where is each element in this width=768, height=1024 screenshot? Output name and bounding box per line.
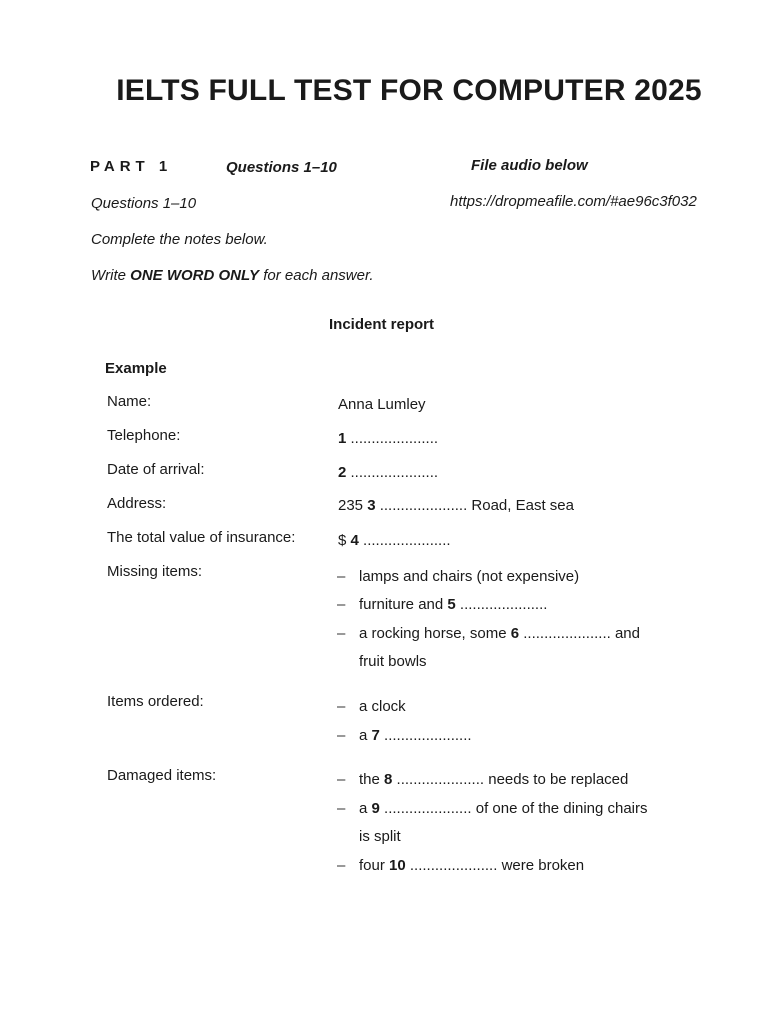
item-text: were broken xyxy=(497,857,585,874)
arrival-answer xyxy=(338,464,438,481)
answer-blank[interactable]: ..................... xyxy=(384,800,472,817)
item-text: of one of the dining chairs xyxy=(471,800,648,817)
bullet-dash: – xyxy=(337,568,346,585)
question-number: 8 xyxy=(384,771,393,788)
instruction-write-emphasis: ONE WORD ONLY xyxy=(130,267,260,284)
part-questions: Questions 1–10 xyxy=(226,159,337,176)
telephone-answer xyxy=(338,430,438,447)
damaged-item-1 xyxy=(359,771,628,788)
audio-label: File audio below xyxy=(471,157,588,174)
question-number: 6 xyxy=(510,625,520,642)
item-text: a xyxy=(359,727,372,744)
item-text: a xyxy=(359,800,372,817)
items-ordered-label: Items ordered: xyxy=(107,693,204,710)
instruction-write xyxy=(91,267,374,284)
missing-item-2 xyxy=(359,596,547,613)
address-answer xyxy=(338,497,574,514)
question-number: 4 xyxy=(350,532,359,549)
answer-blank[interactable]: ..................... xyxy=(363,532,451,549)
question-number: 5 xyxy=(447,596,456,613)
part-label: PART 1 xyxy=(90,158,173,175)
audio-link[interactable]: https://dropmeafile.com/#ae96c3f032 xyxy=(450,193,697,210)
question-number: 10 xyxy=(389,857,406,874)
page-title: IELTS FULL TEST FOR COMPUTER 2025 xyxy=(116,74,702,107)
damaged-item-3 xyxy=(359,857,584,874)
bullet-dash: – xyxy=(337,698,346,715)
answer-blank[interactable]: ..................... xyxy=(350,430,439,447)
damaged-item-2-continued: is split xyxy=(359,828,401,845)
question-number: 3 xyxy=(367,497,376,514)
damaged-items-label: Damaged items: xyxy=(107,767,217,784)
example-label: Example xyxy=(105,360,167,377)
item-text: furniture and xyxy=(359,596,448,613)
question-number: 1 xyxy=(338,430,347,447)
name-value: Anna Lumley xyxy=(338,396,426,413)
question-number: 7 xyxy=(371,727,380,744)
ordered-item-1: a clock xyxy=(359,698,406,715)
missing-item-3 xyxy=(359,625,640,642)
item-text: needs to be replaced xyxy=(484,771,629,788)
bullet-dash: – xyxy=(337,596,346,613)
missing-item-3-continued: fruit bowls xyxy=(359,653,427,670)
questions-range: Questions 1–10 xyxy=(91,195,197,212)
address-suffix: Road, East sea xyxy=(467,497,574,514)
name-label: Name: xyxy=(107,393,152,410)
answer-blank[interactable]: ..................... xyxy=(350,464,439,481)
bullet-dash: – xyxy=(337,771,346,788)
instruction-write-prefix: Write xyxy=(91,267,131,284)
ordered-item-2 xyxy=(359,727,472,744)
missing-item-1: lamps and chairs (not expensive) xyxy=(359,568,580,585)
address-prefix: 235 xyxy=(338,497,368,514)
answer-blank[interactable]: ..................... xyxy=(459,596,548,613)
instruction-complete: Complete the notes below. xyxy=(91,231,268,248)
report-title: Incident report xyxy=(329,316,435,333)
address-label: Address: xyxy=(107,495,167,512)
insurance-label: The total value of insurance: xyxy=(107,529,296,546)
bullet-dash: – xyxy=(337,800,346,817)
item-text: and xyxy=(610,625,640,642)
item-text: four xyxy=(359,857,390,874)
bullet-dash: – xyxy=(337,625,346,642)
question-number: 9 xyxy=(371,800,380,817)
insurance-answer xyxy=(338,532,451,549)
currency-prefix: $ xyxy=(338,532,351,549)
damaged-item-2 xyxy=(359,800,648,817)
answer-blank[interactable]: ..................... xyxy=(396,771,485,788)
answer-blank[interactable]: ..................... xyxy=(409,857,498,874)
answer-blank[interactable]: ..................... xyxy=(379,497,468,514)
bullet-dash: – xyxy=(337,727,346,744)
answer-blank[interactable]: ..................... xyxy=(523,625,611,642)
missing-items-label: Missing items: xyxy=(107,563,203,580)
answer-blank[interactable]: ..................... xyxy=(384,727,472,744)
telephone-label: Telephone: xyxy=(107,427,181,444)
item-text: a rocking horse, some xyxy=(359,625,511,642)
arrival-label: Date of arrival: xyxy=(107,461,205,478)
bullet-dash: – xyxy=(337,857,346,874)
item-text: the xyxy=(359,771,385,788)
question-number: 2 xyxy=(338,464,347,481)
instruction-write-suffix: for each answer. xyxy=(259,267,374,284)
